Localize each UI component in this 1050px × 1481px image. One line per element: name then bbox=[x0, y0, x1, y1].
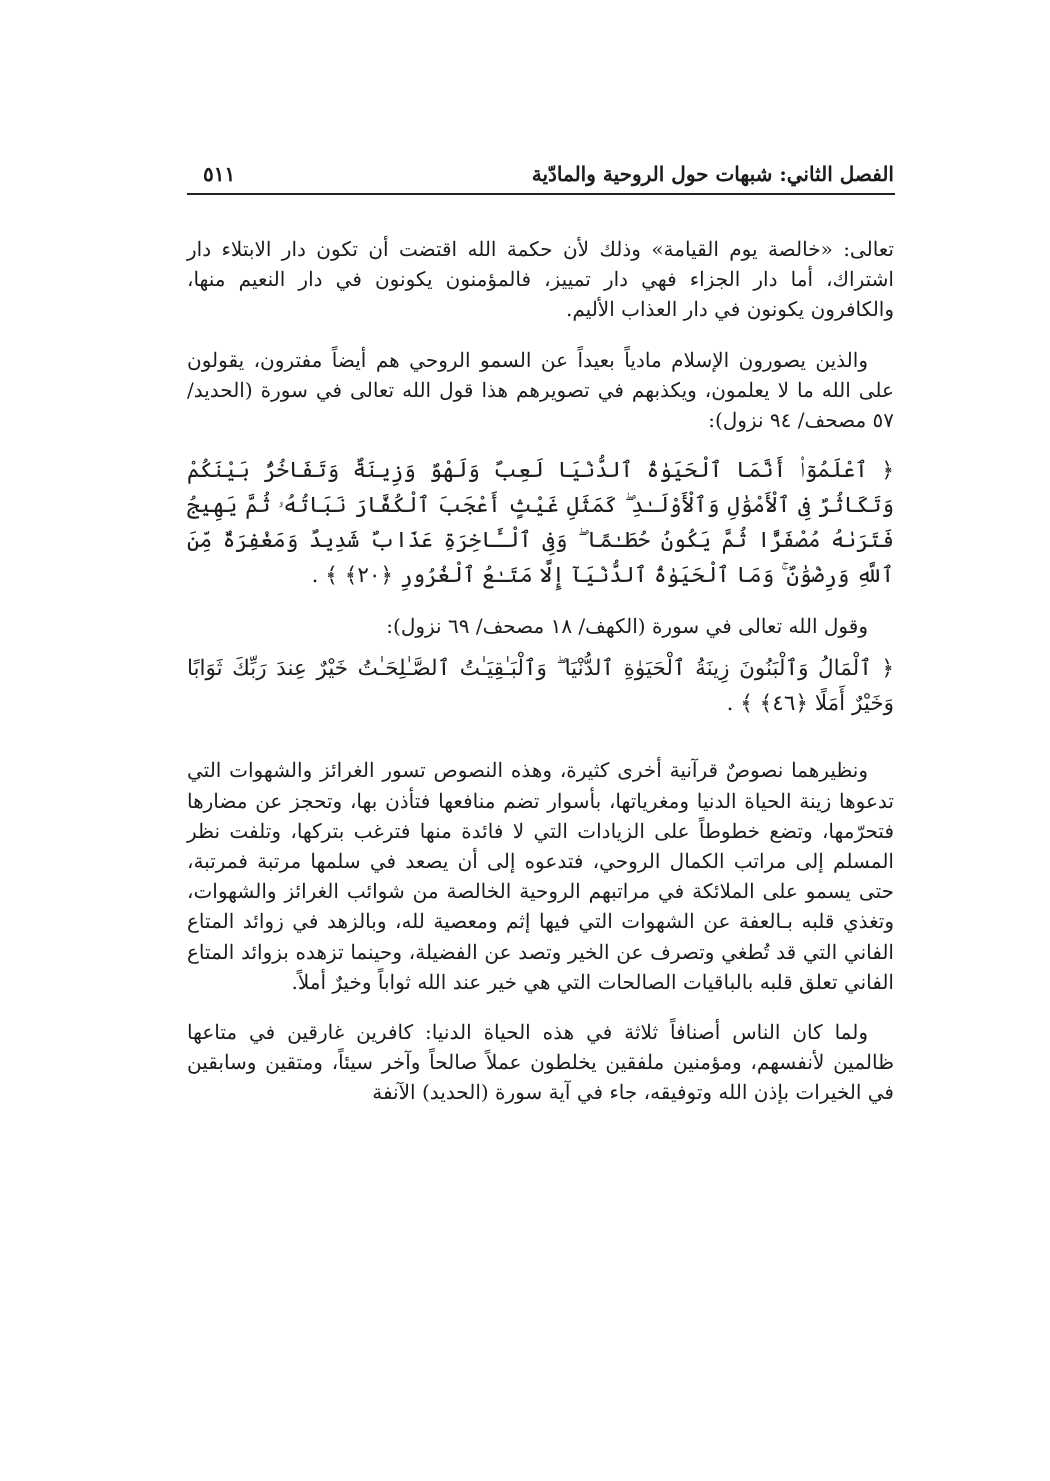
paragraph-1: تعالى: «خالصة يوم القيامة» وذلك لأن حكمة الله اقتضت أن تكون دار الابتلاء دار اشتراك، أما دار الجزاء فهي دار تمييز، فالمؤمنون يكونون في دار النعيم منها، والكافرون يكونون في دار العذاب الأليم. bbox=[187, 237, 894, 322]
paragraph-3: وقول الله تعالى في سورة (الكهف/ ١٨ مصحف/ ٦٩ نزول): bbox=[386, 614, 868, 639]
page-body bbox=[187, 234, 894, 1108]
paragraph-5: ولما كان الناس أصنافاً ثلاثة في هذه الحياة الدنيا: كافرين غارقين في متاعها ظالمين لأنفسهم، ومؤمنين ملفقين يخلطون عملاً صالحاً وآخر سيئاً، ومتقين وسابقين في الخيرات بإذن الله وتوفيقه، جاء في آية سورة (الحديد) الآنفة bbox=[187, 1020, 894, 1105]
paragraph-4: ونظيرهما نصوصٌ قرآنية أخرى كثيرة، وهذه النصوص تسور الغرائز والشهوات التي تدعوها زينة الحياة الدنيا ومغرياتها، بأسوار تضم منافعها فتأذن بها، وتحجز عن مضارها فتحرّمها، وتضع خطوطاً على الزيادات التي لا فائدة منها فترغب بتركها، وتلفت نظر المسلم إلى مراتب الكمال الروحي، فتدعوه إلى أن يصعد في سلمها مرتبة فمرتبة، حتى يسمو على الملائكة في مراتبهم الروحية الخالصة من شوائب الغرائز والشهوات، وتغذي قلبه بـالعفة عن الشهوات التي فيها إثم ومعصية لله، وبالزهد في زوائد المتاع الفاني التي قد تُطغي وتصرف عن الخير وتصد عن الفضيلة، وحينما تزهده بزوائد المتاع الفاني تعلق قلبه بالباقيات الصالحات التي هي خير عند الله ثواباً وخيرٌ أملاً. bbox=[187, 758, 894, 994]
quran-verse-kahf: ﴿ ٱلْمَالُ وَٱلْبَنُونَ زِينَةُ ٱلْحَيَوٰةِ ٱلدُّنْيَا ۖ وَٱلْبَـٰقِيَـٰتُ ٱلصَّـٰلِحَـٰتُ خَيْرٌ عِندَ رَبِّكَ ثَوَابًا وَخَيْرٌ أَمَلًا ﴿٤٦﴾ ﴾ . bbox=[187, 656, 894, 717]
paragraph-2: والذين يصورون الإسلام مادياً بعيداً عن السمو الروحي هم أيضاً مفترون، يقولون على الله ما لا يعلمون، ويكذبهم في تصويرهم هذا قول الله تعالى في سورة (الحديد/ ٥٧ مصحف/ ٩٤ نزول): bbox=[187, 347, 894, 433]
page-number: ٥١١ bbox=[203, 162, 236, 186]
quran-verse-hadid: ﴿ ٱعْلَمُوٓا۟ أَنَّمَا ٱلْحَيَوٰةُ ٱلدُّنْيَا لَعِبٌ وَلَهْوٌ وَزِينَةٌ وَتَفَاخُرٌۢ بَيْنَكُمْ وَتَكَاثُرٌ فِى ٱلْأَمْوَٰلِ وَٱلْأَوْلَـٰدِ ۖ كَمَثَلِ غَيْثٍ أَعْجَبَ ٱلْكُفَّارَ نَبَاتُهُۥ ثُمَّ يَهِيجُ فَتَرَىٰهُ مُصْفَرًّا ثُمَّ يَكُونُ حُطَـٰمًا ۖ وَفِى ٱلْـَٔاخِرَةِ عَذَابٌ شَدِيدٌ وَمَغْفِرَةٌ مِّنَ ٱللَّهِ وَرِضْوَٰنٌ ۚ وَمَا ٱلْحَيَوٰةُ ٱلدُّنْيَآ إِلَّا مَتَـٰعُ ٱلْغُرُورِ ﴿٢٠﴾ ﴾ . bbox=[187, 458, 894, 589]
header-divider bbox=[187, 193, 895, 195]
chapter-title: الفصل الثاني: شبهات حول الروحية والمادّية bbox=[531, 162, 894, 186]
running-header bbox=[189, 160, 894, 190]
